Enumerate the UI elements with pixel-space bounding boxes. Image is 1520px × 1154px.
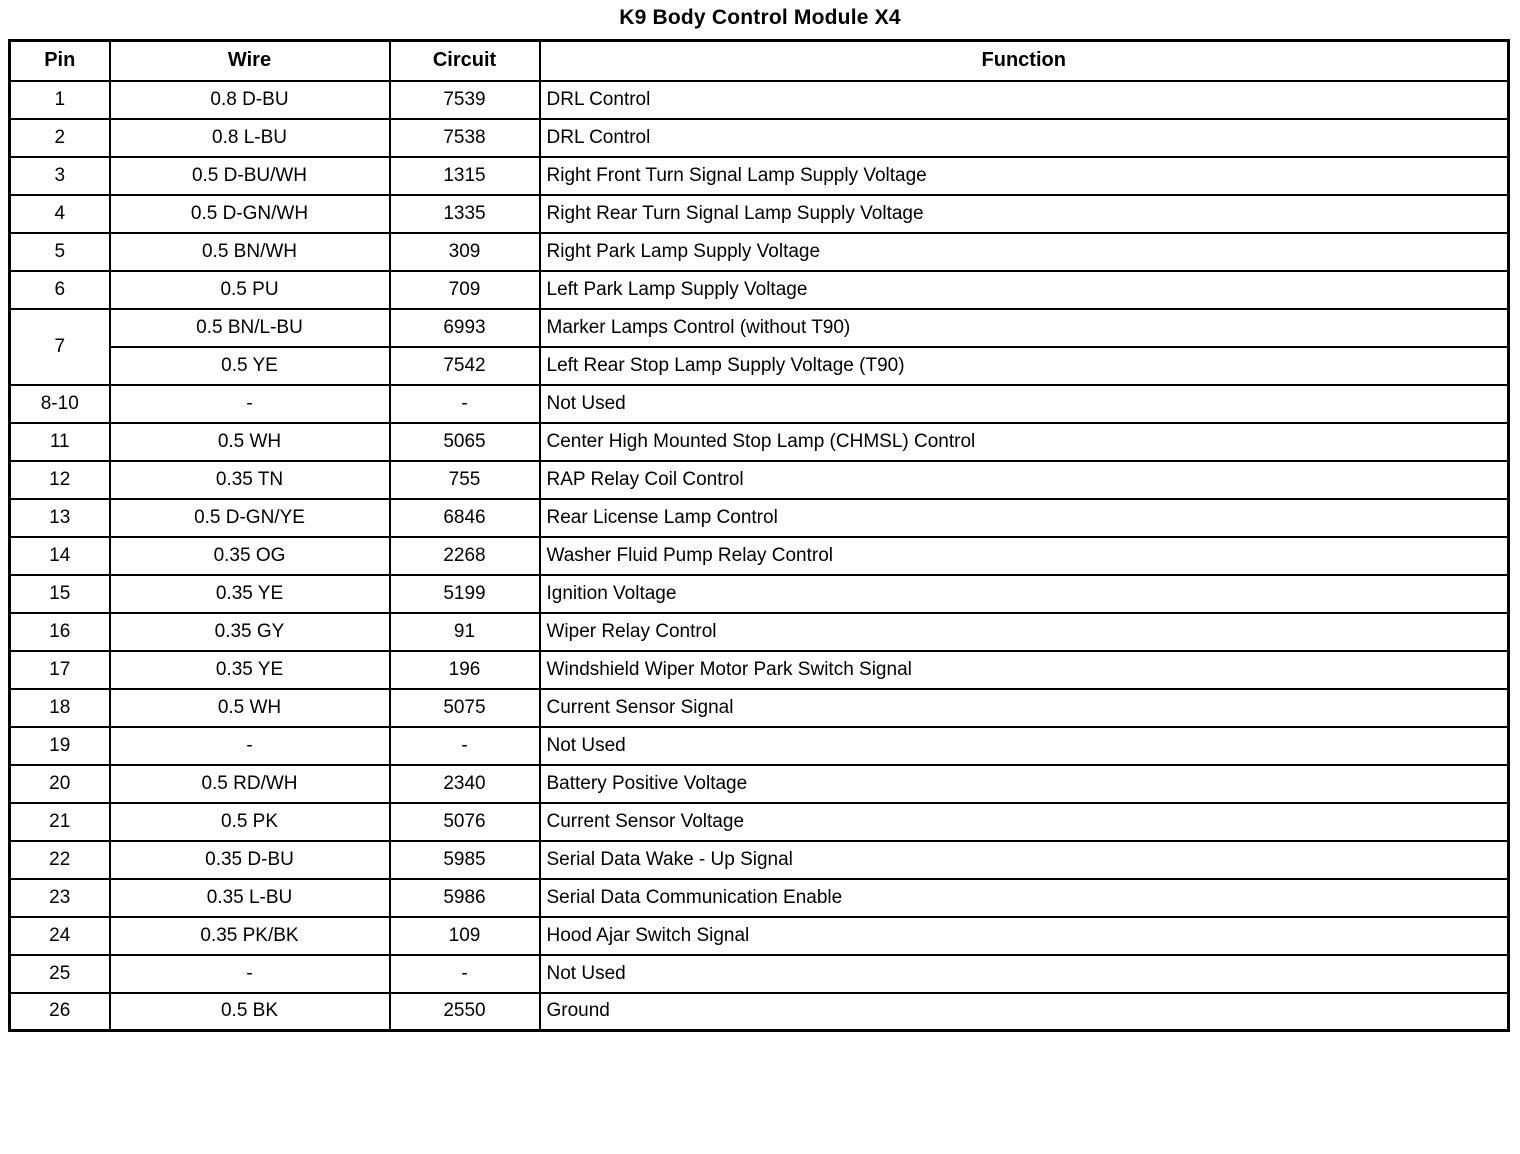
cell-wire: 0.8 L-BU	[110, 119, 390, 157]
table-row	[10, 499, 1509, 537]
table-row	[10, 689, 1509, 727]
cell-circuit: 7542	[390, 347, 540, 385]
cell-wire: 0.8 D-BU	[110, 81, 390, 119]
table-row	[10, 81, 1509, 119]
cell-circuit: 6993	[390, 309, 540, 347]
cell-circuit: 6846	[390, 499, 540, 537]
cell-circuit: 7538	[390, 119, 540, 157]
cell-wire: 0.35 YE	[110, 651, 390, 689]
cell-function: Not Used	[540, 385, 1509, 423]
cell-pin: 19	[10, 727, 110, 765]
cell-function: Ground	[540, 993, 1509, 1031]
table-row	[10, 119, 1509, 157]
cell-function: DRL Control	[540, 119, 1509, 157]
cell-circuit: 1335	[390, 195, 540, 233]
cell-circuit: 755	[390, 461, 540, 499]
table-row	[10, 613, 1509, 651]
table-row	[10, 347, 1509, 385]
cell-circuit: 2340	[390, 765, 540, 803]
cell-pin: 26	[10, 993, 110, 1031]
cell-wire: 0.35 PK/BK	[110, 917, 390, 955]
cell-wire: 0.35 GY	[110, 613, 390, 651]
table-header-row	[10, 41, 1509, 81]
cell-pin: 17	[10, 651, 110, 689]
table-row	[10, 727, 1509, 765]
cell-wire: 0.35 L-BU	[110, 879, 390, 917]
cell-function: DRL Control	[540, 81, 1509, 119]
table-row	[10, 841, 1509, 879]
cell-function: Not Used	[540, 955, 1509, 993]
pin-table-body	[10, 81, 1509, 1031]
cell-wire: -	[110, 727, 390, 765]
cell-pin: 21	[10, 803, 110, 841]
cell-function: Serial Data Wake - Up Signal	[540, 841, 1509, 879]
cell-pin: 20	[10, 765, 110, 803]
table-row	[10, 309, 1509, 347]
cell-circuit: 309	[390, 233, 540, 271]
cell-function: Washer Fluid Pump Relay Control	[540, 537, 1509, 575]
cell-pin: 3	[10, 157, 110, 195]
cell-circuit: 7539	[390, 81, 540, 119]
cell-wire: 0.5 D-GN/YE	[110, 499, 390, 537]
table-row	[10, 385, 1509, 423]
table-row	[10, 271, 1509, 309]
cell-function: Center High Mounted Stop Lamp (CHMSL) Control	[540, 423, 1509, 461]
cell-circuit: 5199	[390, 575, 540, 613]
cell-wire: -	[110, 385, 390, 423]
cell-function: Right Rear Turn Signal Lamp Supply Voltage	[540, 195, 1509, 233]
cell-circuit: 109	[390, 917, 540, 955]
cell-function: Right Park Lamp Supply Voltage	[540, 233, 1509, 271]
cell-wire: 0.5 WH	[110, 689, 390, 727]
cell-function: Marker Lamps Control (without T90)	[540, 309, 1509, 347]
table-row	[10, 233, 1509, 271]
cell-pin: 18	[10, 689, 110, 727]
cell-function: Left Rear Stop Lamp Supply Voltage (T90)	[540, 347, 1509, 385]
cell-function: Battery Positive Voltage	[540, 765, 1509, 803]
cell-pin: 15	[10, 575, 110, 613]
cell-pin: 25	[10, 955, 110, 993]
cell-wire: 0.5 BN/L-BU	[110, 309, 390, 347]
cell-circuit: 2268	[390, 537, 540, 575]
cell-function: Not Used	[540, 727, 1509, 765]
table-row	[10, 461, 1509, 499]
cell-wire: 0.35 D-BU	[110, 841, 390, 879]
cell-wire: 0.5 BN/WH	[110, 233, 390, 271]
cell-wire: -	[110, 955, 390, 993]
cell-circuit: 196	[390, 651, 540, 689]
cell-circuit: 5076	[390, 803, 540, 841]
cell-wire: 0.5 D-GN/WH	[110, 195, 390, 233]
cell-wire: 0.5 RD/WH	[110, 765, 390, 803]
cell-pin: 13	[10, 499, 110, 537]
cell-pin: 4	[10, 195, 110, 233]
cell-wire: 0.5 YE	[110, 347, 390, 385]
cell-circuit: 5985	[390, 841, 540, 879]
cell-wire: 0.35 OG	[110, 537, 390, 575]
cell-pin: 16	[10, 613, 110, 651]
cell-pin: 5	[10, 233, 110, 271]
table-row	[10, 575, 1509, 613]
cell-wire: 0.35 YE	[110, 575, 390, 613]
cell-circuit: 5065	[390, 423, 540, 461]
cell-function: Current Sensor Signal	[540, 689, 1509, 727]
table-row	[10, 917, 1509, 955]
cell-function: Current Sensor Voltage	[540, 803, 1509, 841]
cell-circuit: 91	[390, 613, 540, 651]
table-row	[10, 765, 1509, 803]
cell-circuit: 709	[390, 271, 540, 309]
table-row	[10, 195, 1509, 233]
cell-circuit: -	[390, 955, 540, 993]
cell-function: Rear License Lamp Control	[540, 499, 1509, 537]
cell-wire: 0.5 BK	[110, 993, 390, 1031]
table-row	[10, 993, 1509, 1031]
cell-pin: 14	[10, 537, 110, 575]
table-row	[10, 651, 1509, 689]
cell-wire: 0.5 PU	[110, 271, 390, 309]
header-wire: Wire	[110, 41, 390, 81]
cell-pin: 22	[10, 841, 110, 879]
cell-circuit: 2550	[390, 993, 540, 1031]
cell-function: Hood Ajar Switch Signal	[540, 917, 1509, 955]
cell-pin: 2	[10, 119, 110, 157]
cell-circuit: 5075	[390, 689, 540, 727]
cell-function: RAP Relay Coil Control	[540, 461, 1509, 499]
cell-pin: 24	[10, 917, 110, 955]
table-row	[10, 423, 1509, 461]
cell-wire: 0.5 D-BU/WH	[110, 157, 390, 195]
table-row	[10, 537, 1509, 575]
table-row	[10, 955, 1509, 993]
cell-circuit: 5986	[390, 879, 540, 917]
cell-pin: 1	[10, 81, 110, 119]
cell-function: Wiper Relay Control	[540, 613, 1509, 651]
cell-pin: 23	[10, 879, 110, 917]
cell-pin: 7	[10, 309, 110, 385]
cell-circuit: 1315	[390, 157, 540, 195]
cell-pin: 8-10	[10, 385, 110, 423]
pinout-table	[8, 39, 1510, 1032]
cell-circuit: -	[390, 385, 540, 423]
table-row	[10, 803, 1509, 841]
cell-function: Ignition Voltage	[540, 575, 1509, 613]
cell-wire: 0.5 PK	[110, 803, 390, 841]
header-circuit: Circuit	[390, 41, 540, 81]
cell-function: Right Front Turn Signal Lamp Supply Voltage	[540, 157, 1509, 195]
cell-circuit: -	[390, 727, 540, 765]
cell-function: Windshield Wiper Motor Park Switch Signal	[540, 651, 1509, 689]
table-row	[10, 879, 1509, 917]
cell-wire: 0.5 WH	[110, 423, 390, 461]
cell-pin: 12	[10, 461, 110, 499]
cell-function: Serial Data Communication Enable	[540, 879, 1509, 917]
header-pin: Pin	[10, 41, 110, 81]
cell-wire: 0.35 TN	[110, 461, 390, 499]
table-row	[10, 157, 1509, 195]
cell-pin: 6	[10, 271, 110, 309]
page-title: K9 Body Control Module X4	[619, 6, 901, 29]
header-function: Function	[540, 41, 1509, 81]
cell-function: Left Park Lamp Supply Voltage	[540, 271, 1509, 309]
cell-pin: 11	[10, 423, 110, 461]
